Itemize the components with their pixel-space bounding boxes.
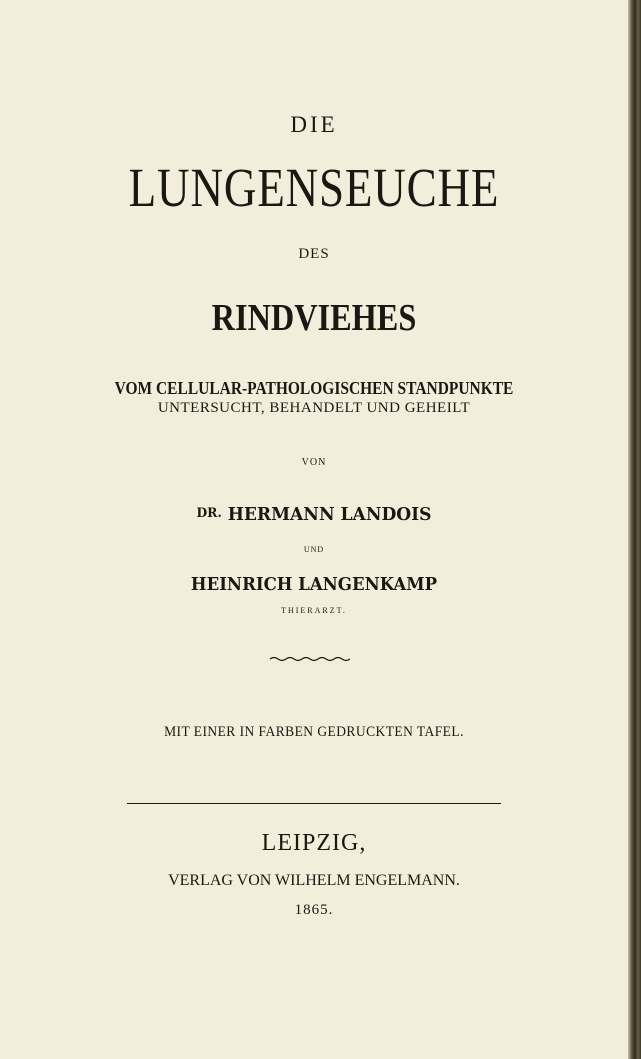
tagline: VOM CELLULAR-PATHOLOGISCHEN STANDPUNKTE: [114, 378, 514, 398]
author-1-prefix: DR.: [196, 506, 222, 521]
publisher: VERLAG VON WILHELM ENGELMANN.: [168, 872, 460, 889]
author-2-role: THIERARZT.: [281, 606, 347, 615]
tagline-2: UNTERSUCHT, BEHANDELT UND GEHEILT: [157, 400, 471, 416]
ornament-divider: [268, 655, 352, 663]
line-die: DIE: [290, 112, 338, 137]
line-und: UND: [303, 545, 325, 554]
main-title: LUNGENSEUCHE: [128, 157, 500, 218]
line-des: DES: [298, 246, 330, 262]
horizontal-rule: [127, 803, 501, 804]
line-von: VON: [301, 457, 327, 468]
plate-note: MIT EINER IN FARBEN GEDRUCKTEN TAFEL.: [164, 724, 464, 740]
author-2-name: HEINRICH LANGENKAMP: [190, 574, 438, 595]
book-edge: [628, 0, 641, 1059]
year: 1865.: [294, 902, 334, 918]
sub-title: RINDVIEHES: [211, 297, 417, 339]
author-1: [16, 504, 613, 525]
author-1-name: HERMANN LANDOIS: [227, 504, 432, 525]
city: LEIPZIG,: [261, 830, 367, 856]
